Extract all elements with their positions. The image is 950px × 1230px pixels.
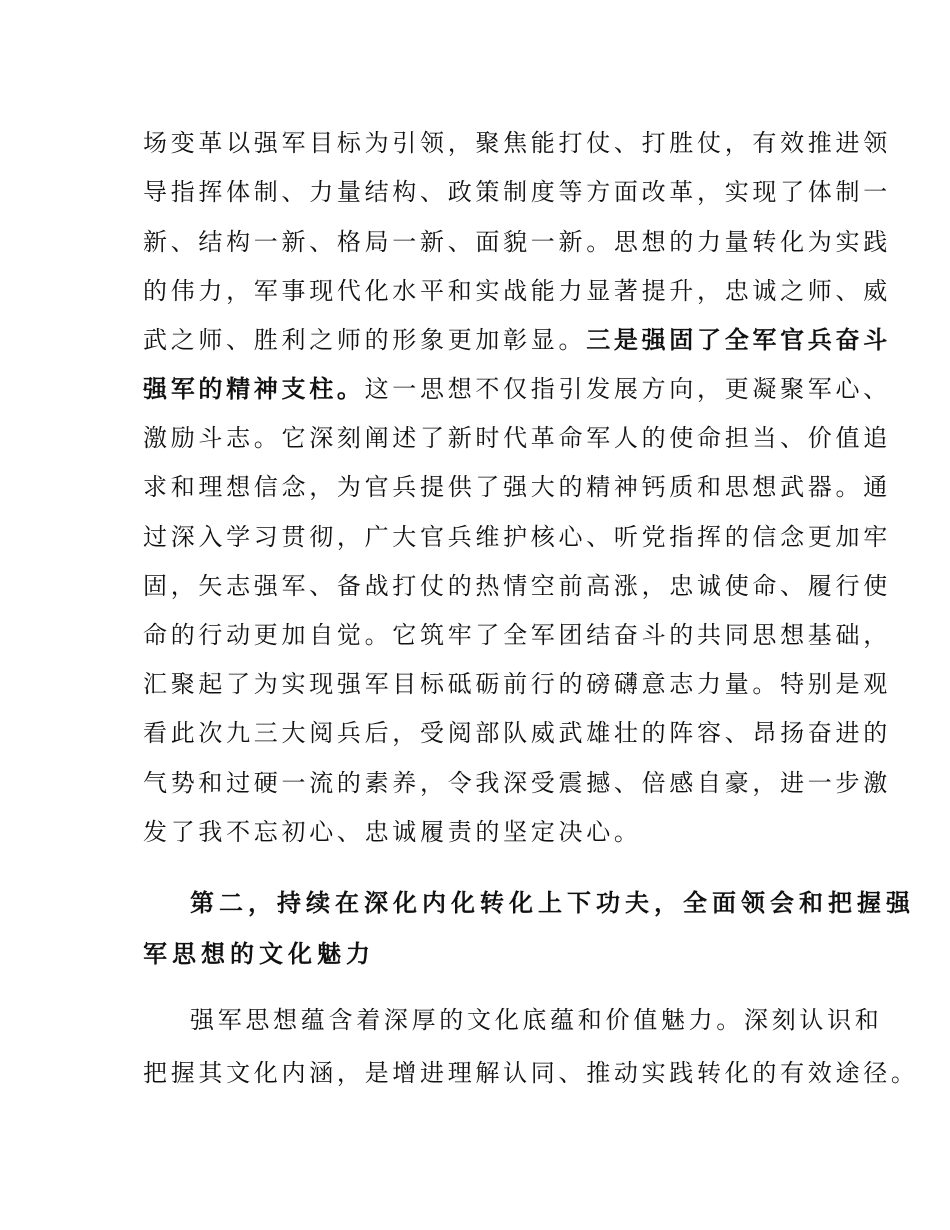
text-line: 汇聚起了为实现强军目标砥砺前行的磅礴意志力量。特别是观 <box>143 670 891 698</box>
text-line: 强军思想蕴含着深厚的文化底蕴和价值魅力。深刻认识和 <box>190 1006 883 1034</box>
text-line: 气势和过硬一流的素养，令我深受震撼、倍感自豪，进一步激 <box>143 769 891 797</box>
text-line: 导指挥体制、力量结构、政策制度等方面改革，实现了体制一 <box>143 178 891 206</box>
bold-point-heading: 三是强固了全军官兵奋斗 <box>586 326 891 354</box>
text-line <box>143 325 891 355</box>
text-line: 发了我不忘初心、忠诚履责的坚定决心。 <box>143 818 642 846</box>
text-line: 固，矢志强军、备战打仗的热情空前高涨，忠诚使命、履行使 <box>143 572 891 600</box>
text-line: 场变革以强军目标为引领，聚焦能打仗、打胜仗，有效推进领 <box>143 129 891 157</box>
heading-line: 第二，持续在深化内化转化上下功夫，全面领会和把握强 <box>190 889 915 917</box>
text-line <box>143 374 891 404</box>
text-line: 把握其文化内涵，是增进理解认同、推动实践转化的有效途径。 <box>143 1059 919 1087</box>
text-line: 命的行动更加自觉。它筑牢了全军团结奋斗的共同思想基础， <box>143 621 891 649</box>
text-segment: 武之师、胜利之师的形象更加彰显。 <box>143 326 587 354</box>
heading-line: 军思想的文化魅力 <box>143 940 375 968</box>
text-line: 激励斗志。它深刻阐述了新时代革命军人的使命担当、价值追 <box>143 424 891 452</box>
bold-point-heading: 强军的精神支柱。 <box>143 375 365 403</box>
text-line: 新、结构一新、格局一新、面貌一新。思想的力量转化为实践 <box>143 228 891 256</box>
text-line: 看此次九三大阅兵后，受阅部队威武雄壮的阵容、昂扬奋进的 <box>143 719 891 747</box>
text-segment: 这一思想不仅指引发展方向，更凝聚军心、 <box>364 375 891 403</box>
text-line: 的伟力，军事现代化水平和实战能力显著提升，忠诚之师、威 <box>143 277 891 305</box>
text-line: 过深入学习贯彻，广大官兵维护核心、听党指挥的信念更加牢 <box>143 523 891 551</box>
text-line: 求和理想信念，为官兵提供了强大的精神钙质和思想武器。通 <box>143 473 891 501</box>
